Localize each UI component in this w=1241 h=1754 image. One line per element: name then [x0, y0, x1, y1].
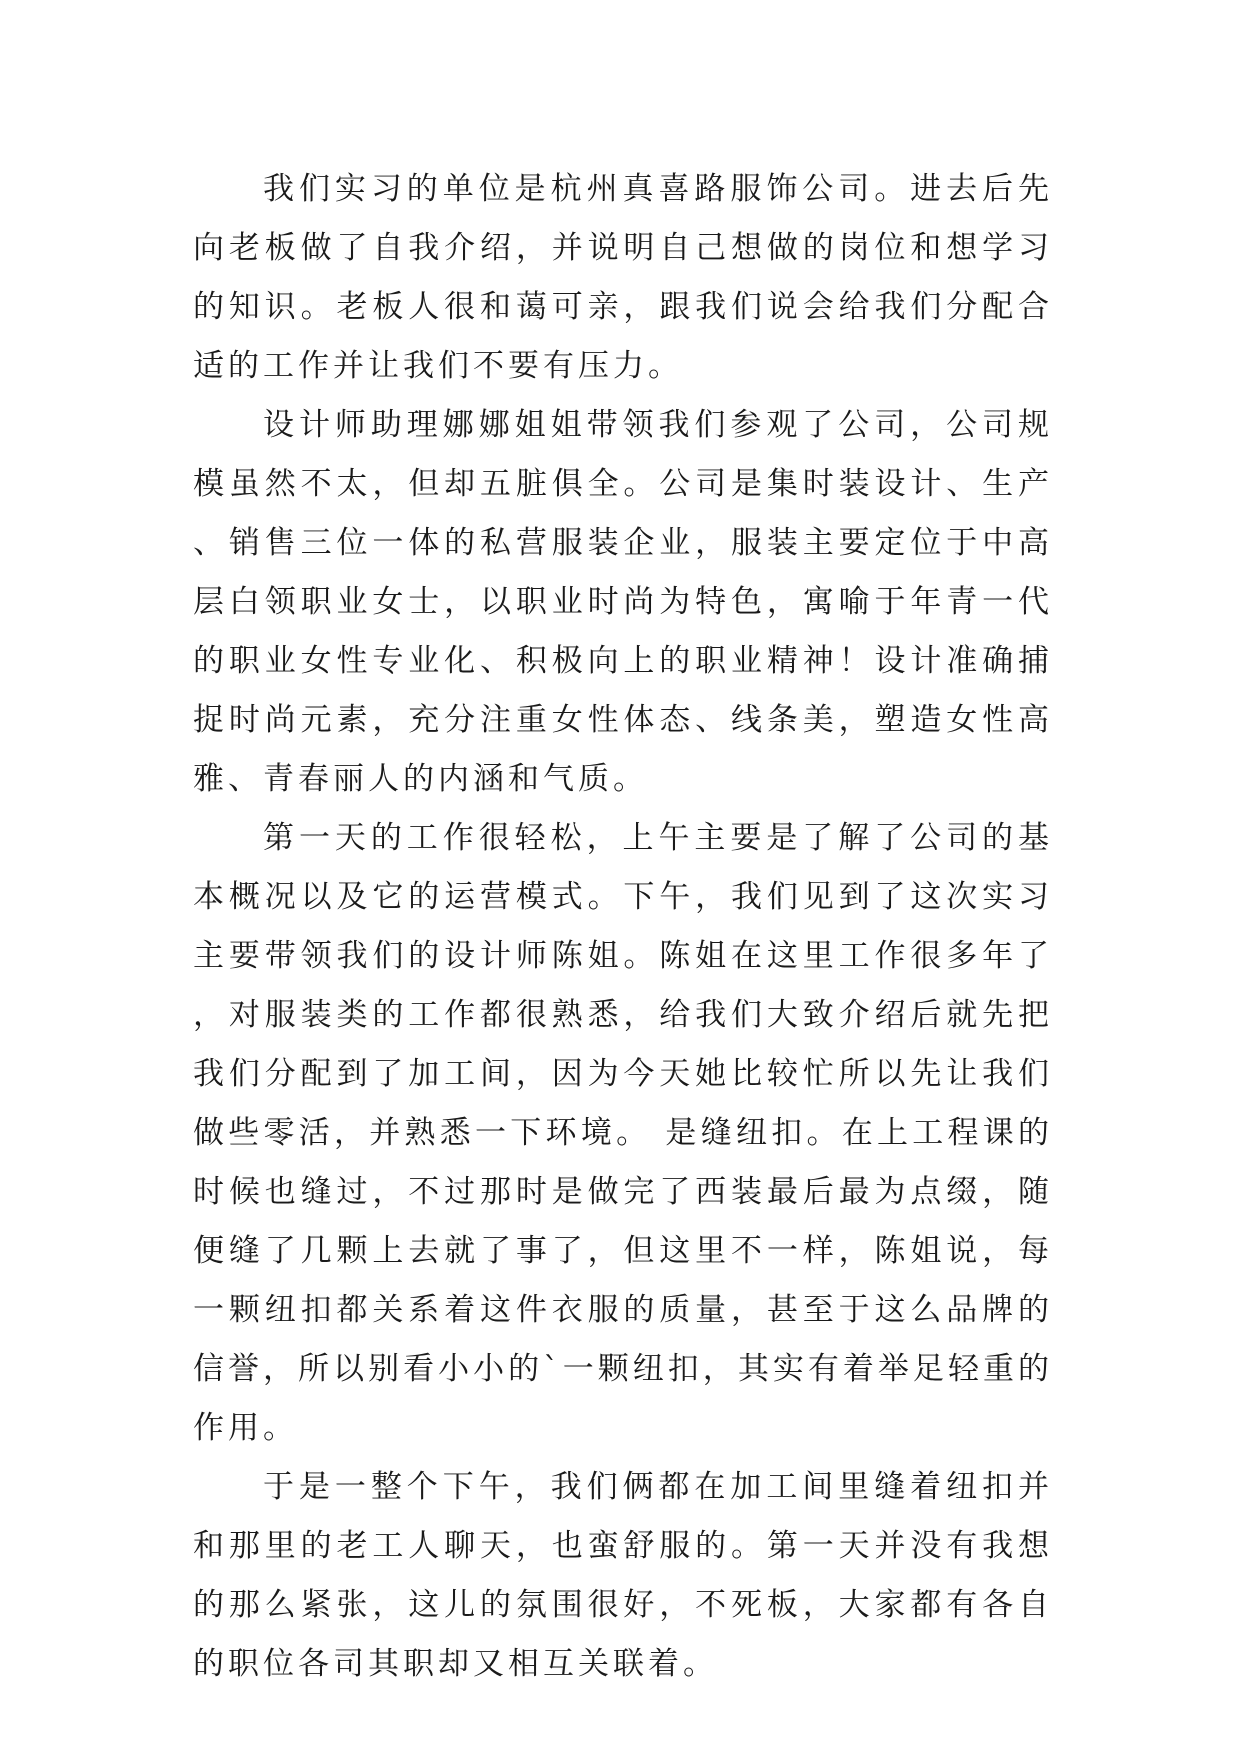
paragraph-first-day: 第一天的工作很轻松，上午主要是了解了公司的基本概况以及它的运营模式。下午，我们见到了这次实习主要带领我们的设计师陈姐。陈姐在这里工作很多年了，对服装类的工作都很熟悉，给我们大致介绍后就先把我们分配到了加工间，因为今天她比较忙所以先让我们做些零活，并熟悉一下环境。 是缝纽扣。在上工程课的时候也缝过，不过那时是做完了西装最后最为点缀，随便缝了几颗上去就了事了，但这里不一样，陈姐说，每一颗纽扣都关系着这件衣服的质量，甚至于这么品牌的信誉，所以别看小小的`一颗纽扣，其实有着举足轻重的作用。: [193, 820, 1053, 1446]
paragraph-afternoon: 于是一整个下午，我们俩都在加工间里缝着纽扣并和那里的老工人聊天，也蛮舒服的。第一天并没有我想的那么紧张，这儿的氛围很好，不死板，大家都有各自的职位各司其职却又相互关联着。: [193, 1469, 1053, 1682]
paragraph-internship-company: 我们实习的单位是杭州真喜路服饰公司。进去后先向老板做了自我介绍，并说明自己想做的岗位和想学习的知识。老板人很和蔼可亲，跟我们说会给我们分配合适的工作并让我们不要有压力。: [193, 171, 1053, 384]
document-body: [193, 160, 1053, 1694]
paragraph-company-tour: 设计师助理娜娜姐姐带领我们参观了公司，公司规模虽然不太，但却五脏俱全。公司是集时装设计、生产、销售三位一体的私营服装企业，服装主要定位于中高层白领职业女士，以职业时尚为特色，寓喻于年青一代的职业女性专业化、积极向上的职业精神！设计准确捕捉时尚元素，充分注重女性体态、线条美，塑造女性高雅、青春丽人的内涵和气质。: [193, 407, 1053, 797]
